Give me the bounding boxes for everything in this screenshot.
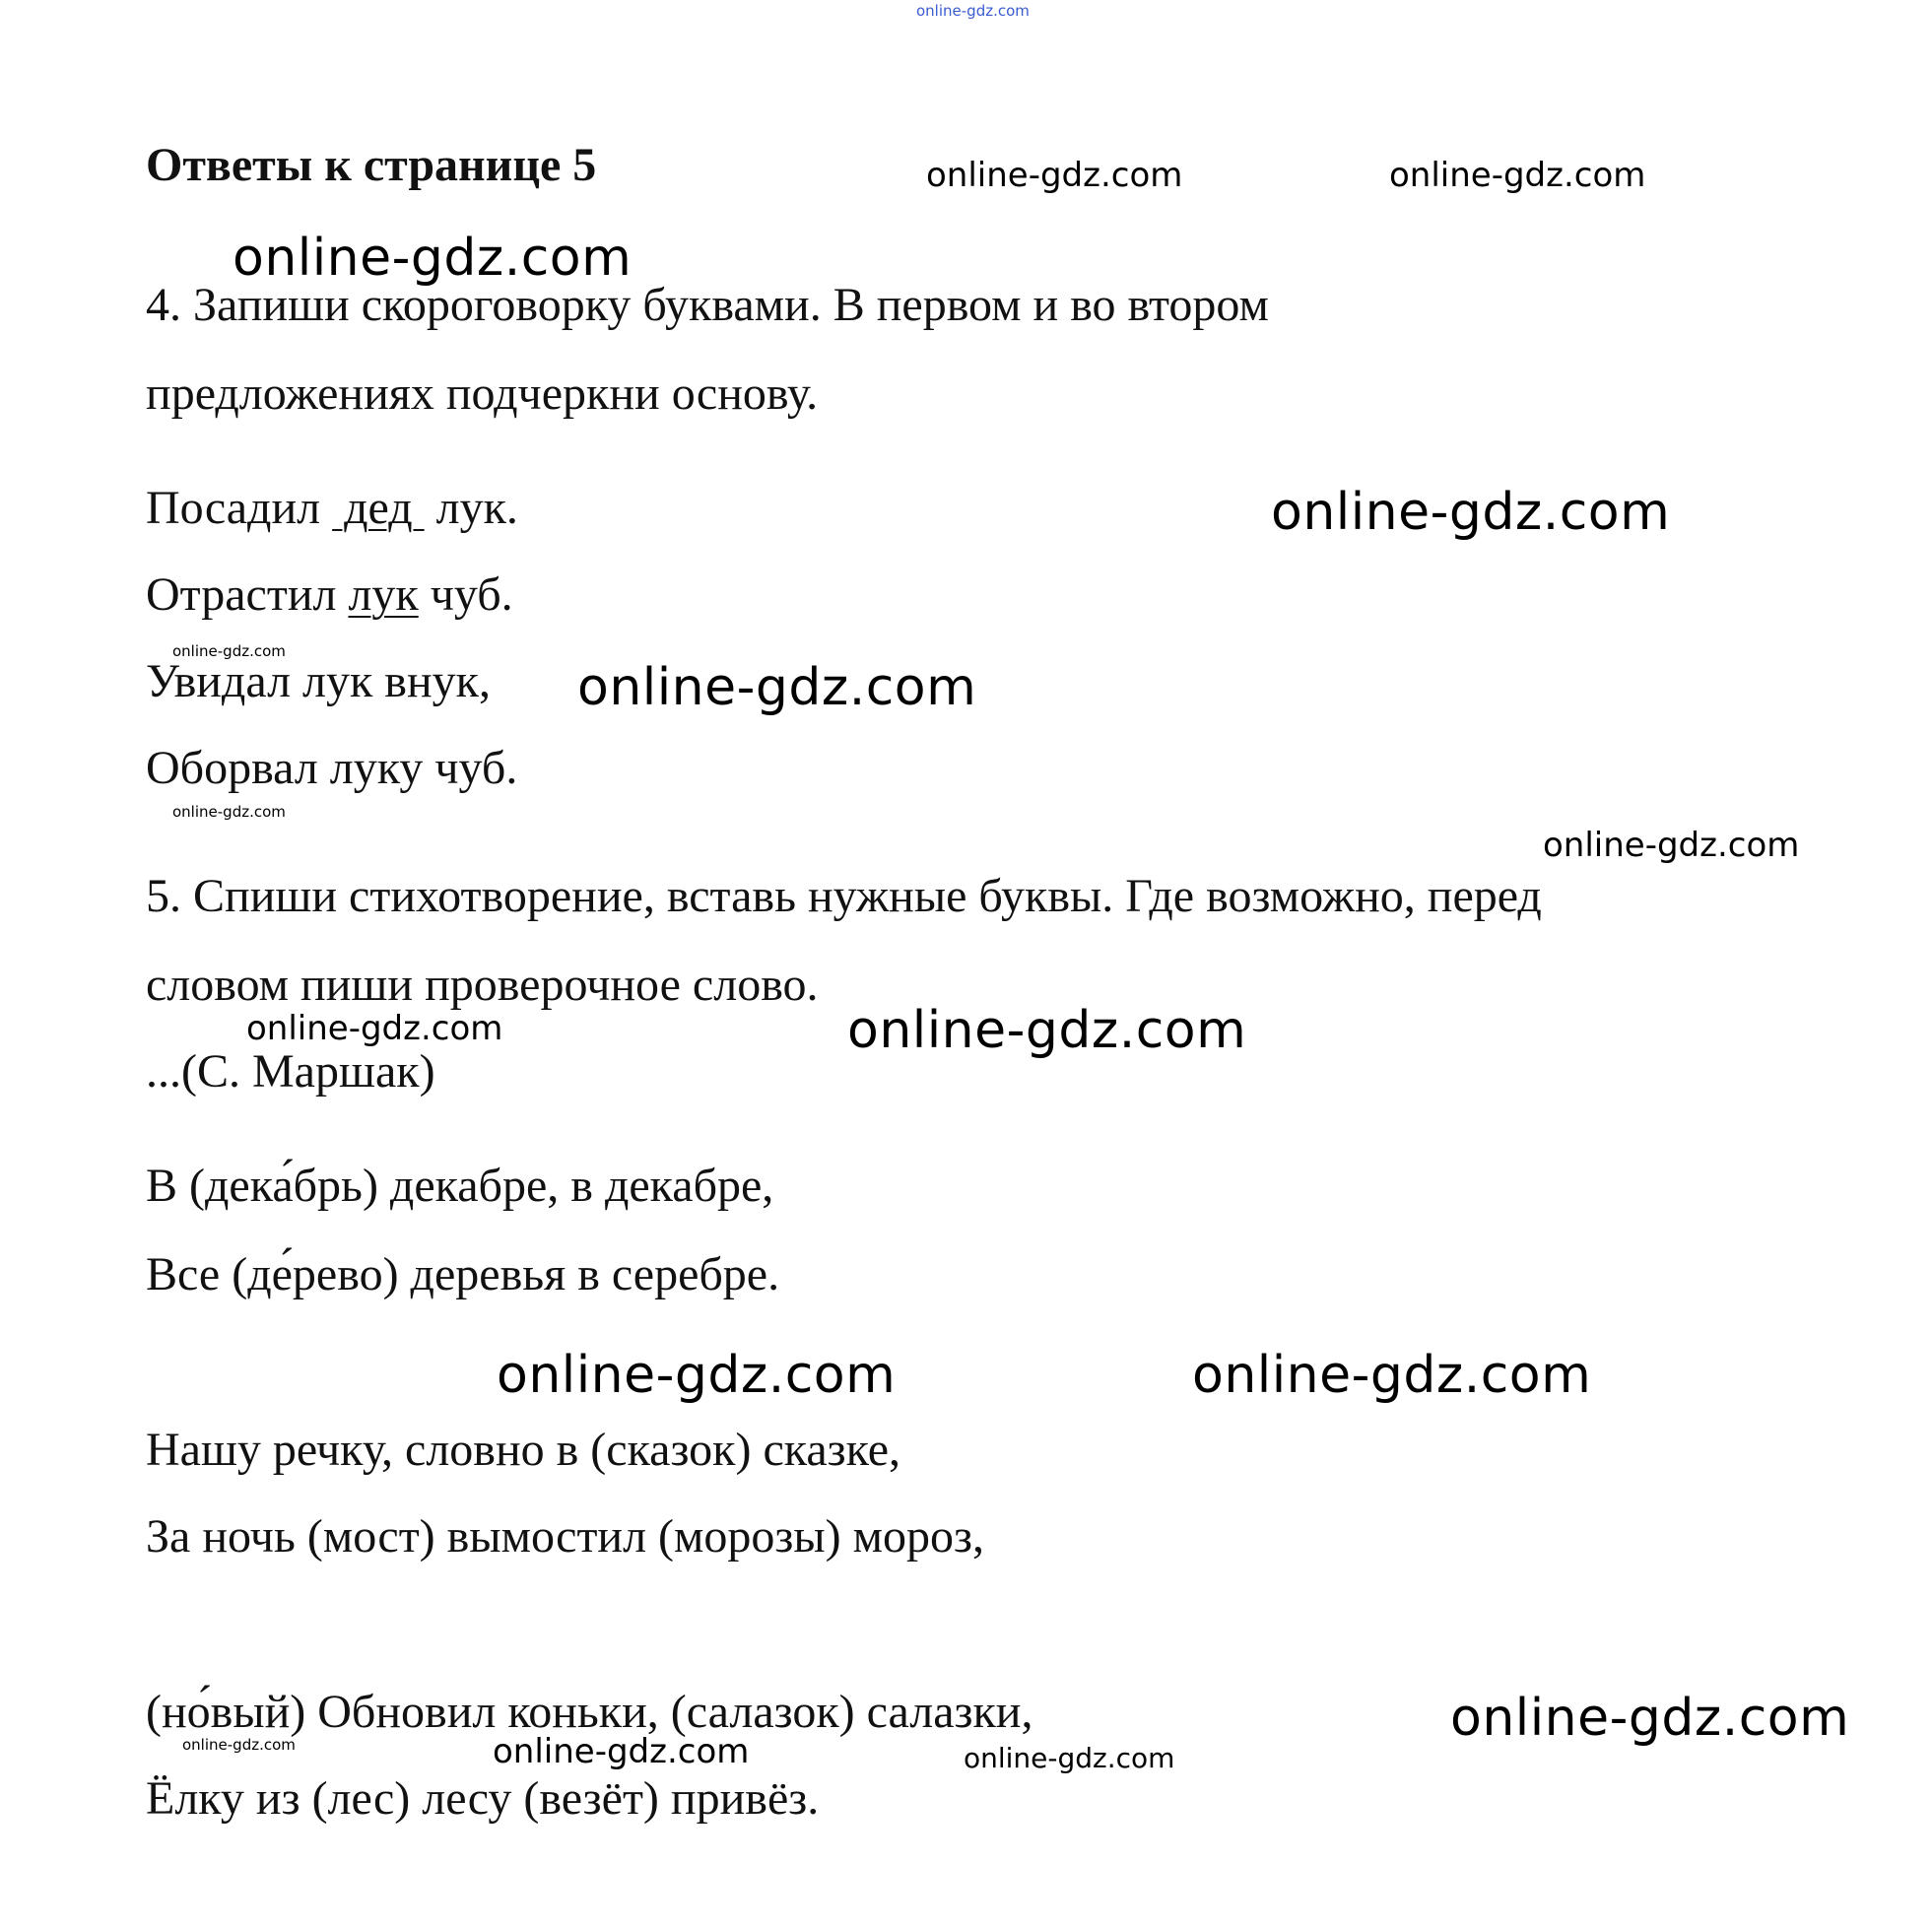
watermark: online-gdz.com [577,658,977,717]
watermark: online-gdz.com [1450,1689,1850,1748]
task5-instruction-line2: словом пиши проверочное слово. [146,959,819,1011]
text: Отрастил [146,568,349,621]
tongue-twister-line-2 [146,568,513,621]
watermark: online-gdz.com [172,642,286,660]
watermark: online-gdz.com [182,1736,296,1754]
watermark: online-gdz.com [1271,483,1671,542]
watermark: online-gdz.com [1543,826,1800,865]
tongue-twister-line-4: Оборвал луку чуб. [146,742,518,794]
poem-line-1: В (дека́брь) декабре, в декабре, [146,1160,774,1212]
poem-author: ...(С. Маршак) [146,1045,435,1098]
poem-line-3: Нашу речку, словно в (сказок) сказке, [146,1424,901,1476]
poem-line-2: Все (де́рево) деревья в серебре. [146,1248,780,1300]
poem-line-6: Ёлку из (лес) лесу (везёт) привёз. [146,1772,820,1825]
tongue-twister-line-1 [146,482,518,534]
text: лук. [424,482,518,534]
watermark: online-gdz.com [926,156,1183,195]
watermark: online-gdz.com [233,229,633,288]
watermark: online-gdz.com [1389,156,1646,195]
task4-instruction-line2: предложениях подчеркни основу. [146,367,819,420]
text: чуб. [418,568,513,621]
watermark: online-gdz.com [172,803,286,821]
task4-instruction-line1: 4. Запиши скороговорку буквами. В первом и во втором [146,279,1269,331]
watermark: online-gdz.com [847,1001,1247,1060]
watermark: online-gdz.com [493,1732,750,1771]
poem-line-4: За ночь (мост) вымостил (морозы) мороз, [146,1510,984,1563]
watermark: online-gdz.com [1192,1346,1592,1405]
watermark: online-gdz.com [246,1009,503,1048]
underlined-subject: дед [332,482,425,534]
page-title: Ответы к странице 5 [146,139,597,191]
tongue-twister-line-3: Увидал лук внук, [146,655,491,707]
poem-line-5: (но́вый) Обновил коньки, (салазок) салазки, [146,1686,1033,1738]
watermark: online-gdz.com [497,1346,897,1405]
watermark-top: online-gdz.com [916,2,1030,20]
task5-instruction-line1: 5. Спиши стихотворение, вставь нужные буквы. Где возможно, перед [146,870,1542,922]
watermark: online-gdz.com [964,1742,1175,1774]
text: Посадил [146,482,333,534]
underlined-subject: лук [348,568,419,621]
